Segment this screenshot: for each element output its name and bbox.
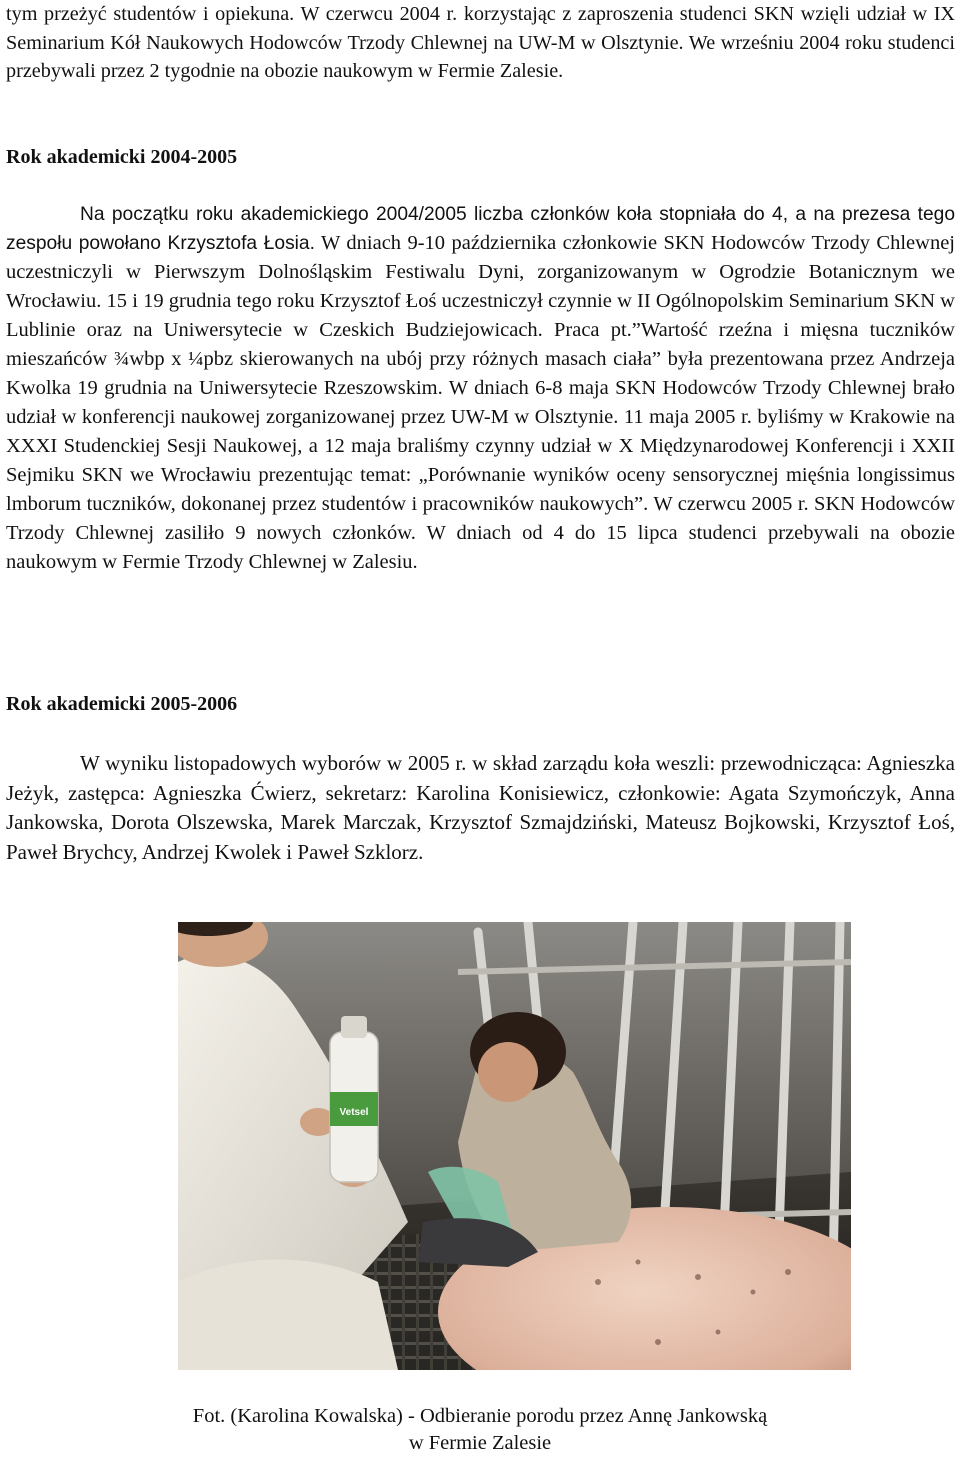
bottle-label: Vetsel	[339, 1107, 369, 1118]
farm-photo	[178, 922, 851, 1370]
bottle	[330, 1016, 378, 1182]
section-paragraph-2005-2006: W wyniku listopadowych wyborów w 2005 r. w skład zarządu koła weszli: przewodnicząca: Agnieszka Jeżyk, zastępca: Agnieszka Ćwierz, sekretarz: Karolina Konisiewicz, członkowie: Agata Szymończyk, Anna Jankowska, Dorota Olszewska, Marek Marczak, Krzysztof Szmajdziński, Mateusz Bojkowski, Krzysztof Łoś, Paweł Brychcy, Andrzej Kwolek i Paweł Szklorz.	[6, 751, 955, 864]
paragraph-serif-part: W dniach 9-10 października członkowie SKN Hodowców Trzody Chlewnej uczestniczyli w Pierwszym Dolnośląskim Festiwalu Dyni, zorganizowanym w Ogrodzie Botanicznym we Wrocławiu. 15 i 19 grudnia tego roku Krzysztof Łoś uczestniczył czynnie w II Ogólnopolskim Seminarium SKN w Lublinie oraz na Uniwersytecie w Czeskich Budziejowicach. Praca pt.”Wartość rzeźna i mięsna tuczników mieszańców ¾wbp x ¼pbz skierowanych na ubój przy różnych masach ciała” była prezentowana przez Andrzeja Kwolka 19 grudnia na Uniwersytecie Rzeszowskim. W dniach 6-8 maja SKN Hodowców Trzody Chlewnej brało udział w konferencji naukowej zorganizowanej przez UW-M w Olsztynie. 11 maja 2005 r. byliśmy w Krakowie na XXXI Studenckiej Sesji Naukowej, a 12 maja braliśmy czynny udział w X Międzynarodowej Konferencji i XXII Sejmiku SKN we Wrocławiu prezentując temat: „Porównanie wyników oceny sensorycznej mięśnia longissimus lmborum tuczników, dokonanej przez studentów i pracowników naukowych”. W czerwcu 2005 r. SKN Hodowców Trzody Chlewnej zasiliło 9 nowych członków. W dniach od 4 do 15 lipca studenci przebywali na obozie naukowym w Fermie Trzody Chlewnej w Zalesiu.	[6, 232, 955, 573]
photo-caption	[0, 1403, 960, 1457]
paragraph-sans-part: Na początku roku akademickiego 2004/2005 liczba członków koła stopniała do 4, a na prezesa tego zespołu powołano Krzysztofa Łosia.	[6, 204, 955, 254]
section-paragraph-2004-2005	[6, 200, 955, 577]
section-heading-2004-2005: Rok akademicki 2004-2005	[6, 146, 238, 168]
caption-line-1: Fot. (Karolina Kowalska) - Odbieranie porodu przez Annę Jankowską	[192, 1405, 768, 1427]
section-heading-2005-2006: Rok akademicki 2005-2006	[6, 693, 238, 715]
intro-paragraph: tym przeżyć studentów i opiekuna. W czerwcu 2004 r. korzystając z zaproszenia studenci SKN wzięli udział w IX Seminarium Kół Naukowych Hodowców Trzody Chlewnej na UW-M w Olsztynie. We wrześniu 2004 roku studenci przebywali przez 2 tygodnie na obozie naukowym w Fermie Zalesie.	[6, 3, 955, 82]
caption-line-2: w Fermie Zalesie	[408, 1432, 552, 1454]
farm-photo-illustration	[178, 922, 851, 1370]
